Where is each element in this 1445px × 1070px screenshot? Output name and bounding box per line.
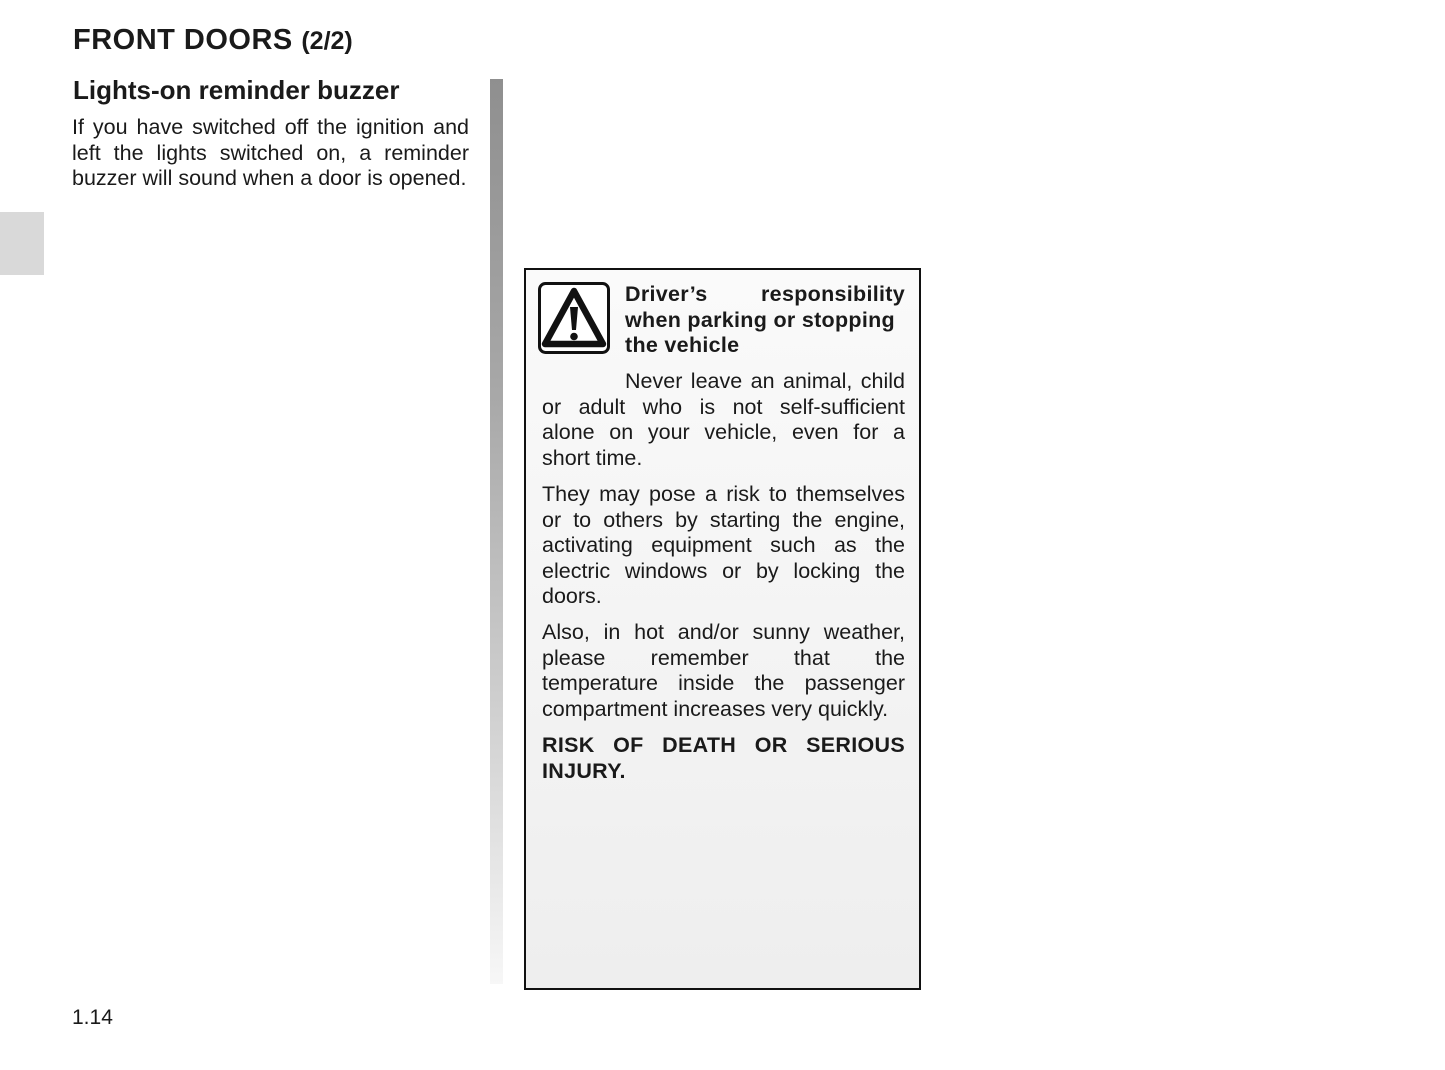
warning-paragraph-4: RISK OF DEATH OR SERIOUS INJURY. bbox=[542, 733, 905, 783]
warning-title-line2: when parking or stopping bbox=[625, 307, 895, 332]
warning-title-line3: the vehicle bbox=[625, 333, 740, 357]
chapter-tab bbox=[0, 212, 44, 275]
page-title-suffix: (2/2) bbox=[301, 27, 353, 55]
section-heading: Lights-on reminder buzzer bbox=[73, 75, 400, 105]
warning-paragraph-2: They may pose a risk to themselves or to others by starting the engine, activating equipment such as the electric windows or by locking the doors. bbox=[542, 482, 905, 608]
warning-triangle-icon bbox=[538, 282, 610, 354]
page-title bbox=[73, 24, 353, 57]
section-body: If you have switched off the ignition and left the lights switched on, a reminder buzzer will sound when a door is opened. bbox=[72, 115, 469, 191]
warning-title-line1 bbox=[625, 282, 905, 308]
warning-title-word2: responsibility bbox=[761, 282, 905, 306]
page-number: 1.14 bbox=[72, 1006, 113, 1029]
column-divider bbox=[490, 79, 503, 984]
warning-paragraph-1: Never leave an animal, child or adult who is not self-sufficient alone on your vehicle, even for a short time. bbox=[542, 369, 905, 470]
warning-box bbox=[524, 268, 921, 990]
warning-title-word1: Driver’s bbox=[625, 282, 708, 306]
warning-paragraph-3: Also, in hot and/or sunny weather, please remember that the temperature inside the passenger compartment increases very quickly. bbox=[542, 620, 905, 721]
warning-title bbox=[625, 282, 905, 359]
page-title-text: FRONT DOORS bbox=[73, 24, 293, 56]
